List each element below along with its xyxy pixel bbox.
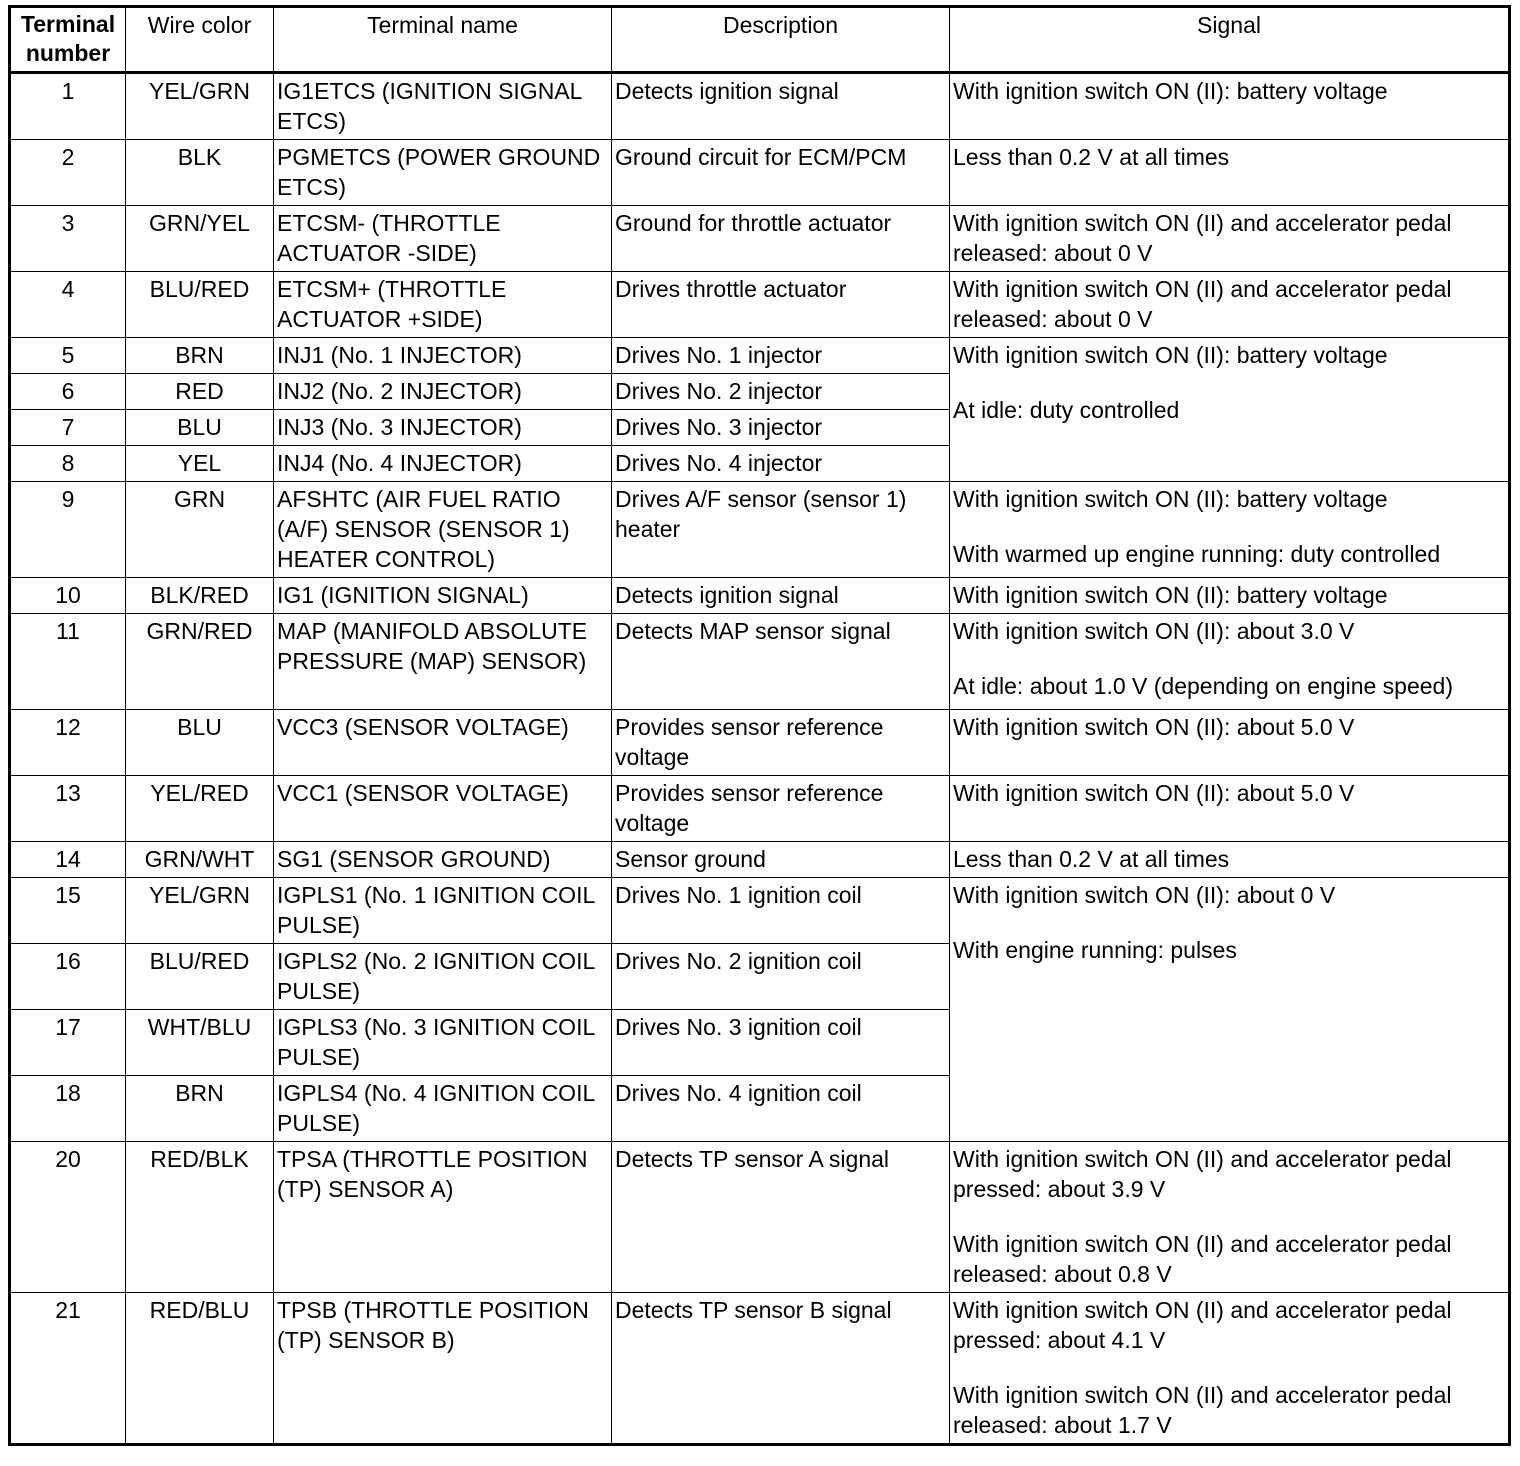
description-cell: Drives No. 4 injector: [612, 446, 950, 482]
table-header: [10, 7, 1510, 73]
header-wire-color: Wire color: [126, 7, 274, 73]
description-cell: Drives A/F sensor (sensor 1) heater: [612, 482, 950, 578]
signal-cell: [950, 614, 1510, 710]
terminal-number-cell: 5: [10, 338, 126, 374]
wire-color-cell: GRN/WHT: [126, 842, 274, 878]
terminal-name-cell: IG1 (IGNITION SIGNAL): [274, 578, 612, 614]
wire-color-cell: GRN/YEL: [126, 206, 274, 272]
signal-line: With ignition switch ON (II): about 5.0 V: [953, 780, 1355, 806]
signal-cell: [950, 140, 1510, 206]
terminal-name-cell: IGPLS1 (No. 1 IGNITION COIL PULSE): [274, 878, 612, 944]
header-terminal-name: Terminal name: [274, 7, 612, 73]
description-cell: Drives No. 2 injector: [612, 374, 950, 410]
description-cell: Detects MAP sensor signal: [612, 614, 950, 710]
table-row: [10, 482, 1510, 578]
signal-cell: [950, 1142, 1510, 1293]
table-row: [10, 842, 1510, 878]
description-cell: Provides sensor reference voltage: [612, 776, 950, 842]
table-row: [10, 140, 1510, 206]
description-cell: Drives No. 3 injector: [612, 410, 950, 446]
description-cell: Ground for throttle actuator: [612, 206, 950, 272]
wire-color-cell: RED/BLU: [126, 1293, 274, 1445]
wire-color-cell: BLK/RED: [126, 578, 274, 614]
table-row: [10, 578, 1510, 614]
terminal-table: [8, 5, 1511, 1446]
table-row: [10, 710, 1510, 776]
terminal-name-cell: AFSHTC (AIR FUEL RATIO (A/F) SENSOR (SENSOR 1) HEATER CONTROL): [274, 482, 612, 578]
table-row: [10, 1293, 1510, 1445]
signal-line: With engine running: pulses: [953, 937, 1237, 963]
terminal-name-cell: ETCSM+ (THROTTLE ACTUATOR +SIDE): [274, 272, 612, 338]
terminal-number-cell: 1: [10, 73, 126, 140]
signal-line: With ignition switch ON (II): about 5.0 V: [953, 714, 1355, 740]
signal-cell: [950, 73, 1510, 140]
description-cell: Drives No. 1 injector: [612, 338, 950, 374]
table-row: [10, 206, 1510, 272]
signal-line: Less than 0.2 V at all times: [953, 846, 1230, 872]
terminal-name-cell: INJ3 (No. 3 INJECTOR): [274, 410, 612, 446]
terminal-number-cell: 21: [10, 1293, 126, 1445]
terminal-name-cell: INJ4 (No. 4 INJECTOR): [274, 446, 612, 482]
wire-color-cell: BLU: [126, 410, 274, 446]
terminal-name-cell: IGPLS3 (No. 3 IGNITION COIL PULSE): [274, 1010, 612, 1076]
terminal-number-cell: 6: [10, 374, 126, 410]
wire-color-cell: BRN: [126, 338, 274, 374]
wire-color-cell: BLK: [126, 140, 274, 206]
table-row: [10, 614, 1510, 710]
signal-line: With ignition switch ON (II) and accelerator pedal released: about 0 V: [953, 210, 1452, 266]
wire-color-cell: YEL/GRN: [126, 878, 274, 944]
terminal-number-cell: 7: [10, 410, 126, 446]
terminal-number-cell: 3: [10, 206, 126, 272]
signal-line: With ignition switch ON (II): battery voltage: [953, 486, 1388, 512]
header-terminal-number-line2: number: [25, 40, 111, 66]
signal-cell: [950, 272, 1510, 338]
description-cell: Drives No. 3 ignition coil: [612, 1010, 950, 1076]
signal-line: With ignition switch ON (II) and accelerator pedal pressed: about 3.9 V: [953, 1146, 1452, 1202]
description-cell: Detects ignition signal: [612, 578, 950, 614]
wire-color-cell: YEL/RED: [126, 776, 274, 842]
signal-cell: [950, 842, 1510, 878]
signal-cell: [950, 776, 1510, 842]
terminal-name-cell: TPSA (THROTTLE POSITION (TP) SENSOR A): [274, 1142, 612, 1293]
signal-line: With ignition switch ON (II): about 0 V: [953, 882, 1336, 908]
terminal-number-cell: 8: [10, 446, 126, 482]
signal-cell: [950, 482, 1510, 578]
signal-line: With ignition switch ON (II) and accelerator pedal released: about 1.7 V: [953, 1382, 1452, 1438]
description-cell: Drives No. 2 ignition coil: [612, 944, 950, 1010]
signal-line: With ignition switch ON (II): battery voltage: [953, 78, 1388, 104]
terminal-name-cell: VCC3 (SENSOR VOLTAGE): [274, 710, 612, 776]
description-cell: Detects TP sensor B signal: [612, 1293, 950, 1445]
signal-line: With ignition switch ON (II): about 3.0 V: [953, 618, 1355, 644]
header-row: [10, 7, 1510, 73]
table-body: [10, 73, 1510, 1445]
signal-cell: [950, 338, 1510, 482]
signal-line: Less than 0.2 V at all times: [953, 144, 1230, 170]
terminal-number-cell: 4: [10, 272, 126, 338]
header-terminal-number: [10, 7, 126, 73]
signal-line: With ignition switch ON (II) and accelerator pedal released: about 0 V: [953, 276, 1452, 332]
signal-line: At idle: about 1.0 V (depending on engine speed): [953, 673, 1453, 699]
terminal-number-cell: 12: [10, 710, 126, 776]
wire-color-cell: BRN: [126, 1076, 274, 1142]
table-row: [10, 338, 1510, 374]
signal-cell: [950, 1293, 1510, 1445]
description-cell: Sensor ground: [612, 842, 950, 878]
description-cell: Detects ignition signal: [612, 73, 950, 140]
table-row: [10, 878, 1510, 944]
terminal-name-cell: VCC1 (SENSOR VOLTAGE): [274, 776, 612, 842]
wire-color-cell: YEL: [126, 446, 274, 482]
wire-color-cell: GRN/RED: [126, 614, 274, 710]
terminal-number-cell: 11: [10, 614, 126, 710]
terminal-name-cell: IGPLS2 (No. 2 IGNITION COIL PULSE): [274, 944, 612, 1010]
terminal-number-cell: 13: [10, 776, 126, 842]
table-row: [10, 272, 1510, 338]
table-row: [10, 73, 1510, 140]
description-cell: Detects TP sensor A signal: [612, 1142, 950, 1293]
terminal-name-cell: IG1ETCS (IGNITION SIGNAL ETCS): [274, 73, 612, 140]
terminal-name-cell: SG1 (SENSOR GROUND): [274, 842, 612, 878]
description-cell: Provides sensor reference voltage: [612, 710, 950, 776]
terminal-name-cell: MAP (MANIFOLD ABSOLUTE PRESSURE (MAP) SENSOR): [274, 614, 612, 710]
terminal-number-cell: 15: [10, 878, 126, 944]
header-terminal-number-line1: Terminal: [20, 11, 116, 37]
signal-line: With ignition switch ON (II) and accelerator pedal pressed: about 4.1 V: [953, 1297, 1452, 1353]
terminal-number-cell: 18: [10, 1076, 126, 1142]
wire-color-cell: BLU/RED: [126, 944, 274, 1010]
signal-cell: [950, 878, 1510, 1142]
signal-line: With ignition switch ON (II) and accelerator pedal released: about 0.8 V: [953, 1231, 1452, 1287]
description-cell: Ground circuit for ECM/PCM: [612, 140, 950, 206]
description-cell: Drives throttle actuator: [612, 272, 950, 338]
signal-cell: [950, 710, 1510, 776]
description-cell: Drives No. 4 ignition coil: [612, 1076, 950, 1142]
wire-color-cell: WHT/BLU: [126, 1010, 274, 1076]
table-row: [10, 776, 1510, 842]
terminal-name-cell: IGPLS4 (No. 4 IGNITION COIL PULSE): [274, 1076, 612, 1142]
wire-color-cell: RED/BLK: [126, 1142, 274, 1293]
signal-line: With ignition switch ON (II): battery voltage: [953, 582, 1388, 608]
terminal-number-cell: 2: [10, 140, 126, 206]
signal-line: At idle: duty controlled: [953, 397, 1180, 423]
terminal-number-cell: 9: [10, 482, 126, 578]
terminal-number-cell: 20: [10, 1142, 126, 1293]
signal-line: With warmed up engine running: duty controlled: [953, 541, 1441, 567]
wire-color-cell: YEL/GRN: [126, 73, 274, 140]
description-cell: Drives No. 1 ignition coil: [612, 878, 950, 944]
signal-line: With ignition switch ON (II): battery voltage: [953, 342, 1388, 368]
terminal-name-cell: ETCSM- (THROTTLE ACTUATOR -SIDE): [274, 206, 612, 272]
terminal-name-cell: INJ2 (No. 2 INJECTOR): [274, 374, 612, 410]
wire-color-cell: RED: [126, 374, 274, 410]
wire-color-cell: GRN: [126, 482, 274, 578]
terminal-number-cell: 16: [10, 944, 126, 1010]
terminal-name-cell: PGMETCS (POWER GROUND ETCS): [274, 140, 612, 206]
terminal-name-cell: TPSB (THROTTLE POSITION (TP) SENSOR B): [274, 1293, 612, 1445]
table-row: [10, 1142, 1510, 1293]
signal-cell: [950, 578, 1510, 614]
terminal-number-cell: 10: [10, 578, 126, 614]
signal-cell: [950, 206, 1510, 272]
wire-color-cell: BLU/RED: [126, 272, 274, 338]
terminal-name-cell: INJ1 (No. 1 INJECTOR): [274, 338, 612, 374]
terminal-number-cell: 14: [10, 842, 126, 878]
terminal-number-cell: 17: [10, 1010, 126, 1076]
header-signal: Signal: [950, 7, 1510, 73]
wire-color-cell: BLU: [126, 710, 274, 776]
header-description: Description: [612, 7, 950, 73]
